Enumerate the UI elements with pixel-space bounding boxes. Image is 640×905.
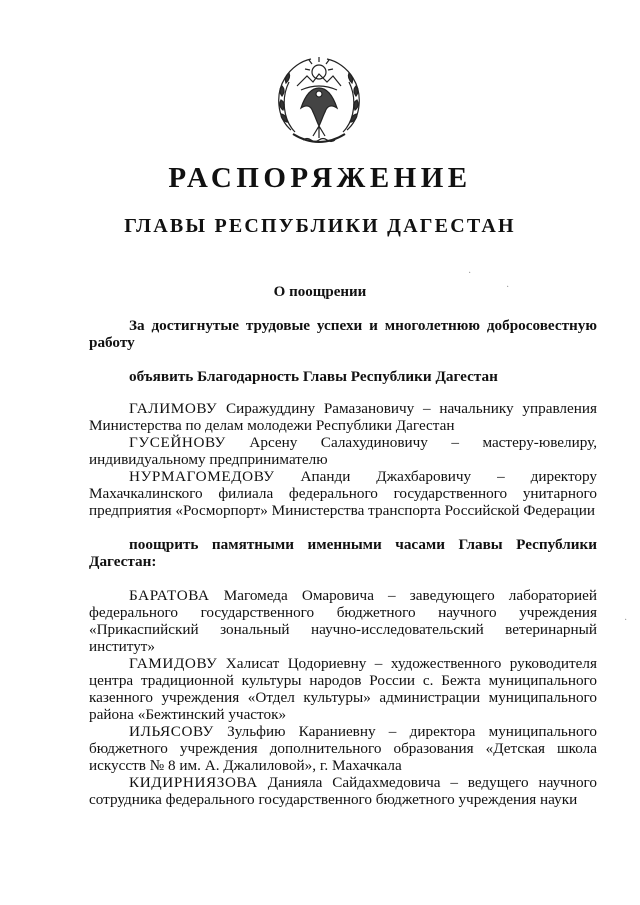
watches-entry [89,655,597,723]
scan-speck: · [468,268,472,279]
entry-surname: ГУСЕЙНОВУ [129,434,226,451]
gratitude-entry [89,434,597,468]
entry-details: Данияла Сайдахмедовича – ведущего научного сотрудника федерального государственного бюджетного учреждения науки [89,774,597,808]
entry-details: Магомеда Омаровича – заведующего лабораторией федерального государственного бюджетного научного учреждения «Прикаспийский зональный научно-исследовательский ветеринарный институт» [89,587,597,655]
dagestan-coat-of-arms-icon [271,52,367,152]
intro-paragraph: За достигнутые трудовые успехи и многолетнюю добросовестную работу [89,317,597,351]
document-subject: О поощрении [273,284,367,300]
entry-details: Халисат Цодориевну – художественного руководителя центра традиционной культуры народов России с. Бежта муниципального казенного учреждения «Отдел культуры» администрации муниципального района «Бежтинский участок» [89,655,597,723]
entry-details: Апанди Джахбаровичу – директору Махачкалинского филиала федерального государственного унитарного предприятия «Росморпорт» Министерства транспорта Российской Федерации [89,468,597,519]
entry-surname: БАРАТОВА [129,587,210,604]
document-title: РАСПОРЯЖЕНИЕ [168,162,472,194]
watches-entry [89,723,597,774]
gratitude-entry [89,468,597,519]
entry-surname: ИЛЬЯСОВУ [129,723,214,740]
issuing-authority: ГЛАВЫ РЕСПУБЛИКИ ДАГЕСТАН [124,215,516,237]
entry-details: Арсену Салахудиновичу – мастеру-ювелиру, индивидуальному предпринимателю [89,434,597,468]
entry-surname: ГАМИДОВУ [129,655,218,672]
gratitude-heading: объявить Благодарность Главы Республики Дагестан [129,368,498,385]
watches-entry [89,587,597,655]
gratitude-entry [89,400,597,434]
entry-surname: КИДИРНИЯЗОВА [129,774,258,791]
watches-heading: поощрить памятными именными часами Главы Республики Дагестан: [89,536,597,570]
entry-surname: ГАЛИМОВУ [129,400,218,417]
watches-entry [89,774,597,808]
scan-speck: · [506,282,510,293]
entry-surname: НУРМАГОМЕДОВУ [129,468,275,485]
entry-details: Зульфию Караниевну – директора муниципального бюджетного учреждения дополнительного образования «Детская школа искусств № 8 им. А. Джалиловой», г. Махачкала [89,723,597,774]
document-body [89,317,597,808]
scan-speck: · [624,615,628,626]
entry-details: Сиражуддину Рамазановичу – начальнику управления Министерства по делам молодежи Республики Дагестан [89,400,597,434]
